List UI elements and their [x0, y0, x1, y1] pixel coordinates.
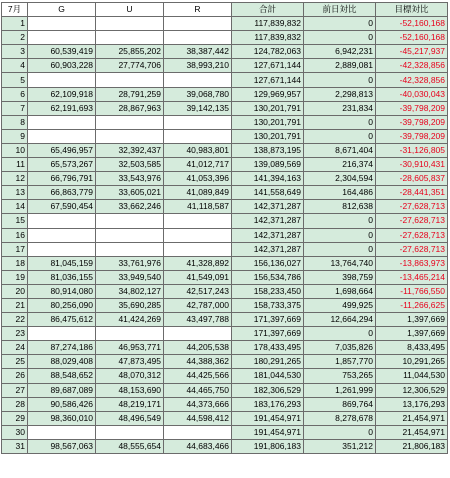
spreadsheet-table [1, 2, 448, 454]
cell-g[interactable] [28, 73, 96, 87]
cell-g[interactable] [28, 115, 96, 129]
cell-day-over-day[interactable]: 216,374 [304, 158, 376, 172]
cell-total[interactable]: 141,394,163 [232, 172, 304, 186]
cell-u[interactable]: 33,761,976 [96, 256, 164, 270]
cell-total[interactable]: 142,371,287 [232, 214, 304, 228]
table-row [2, 31, 448, 45]
cell-r[interactable]: 38,387,442 [164, 45, 232, 59]
table-row [2, 129, 448, 143]
cell-day[interactable]: 30 [2, 425, 28, 439]
cell-g[interactable]: 89,687,089 [28, 383, 96, 397]
cell-g[interactable]: 98,360,010 [28, 411, 96, 425]
cell-day[interactable]: 12 [2, 172, 28, 186]
cell-vs-target[interactable]: 13,176,293 [376, 397, 448, 411]
cell-day-over-day[interactable]: 8,671,404 [304, 143, 376, 157]
cell-r[interactable]: 43,497,788 [164, 313, 232, 327]
cell-r[interactable]: 39,068,780 [164, 87, 232, 101]
cell-day-over-day[interactable]: 1,857,770 [304, 355, 376, 369]
cell-r[interactable]: 44,598,412 [164, 411, 232, 425]
cell-r[interactable] [164, 115, 232, 129]
cell-r[interactable] [164, 17, 232, 31]
cell-total[interactable]: 171,397,669 [232, 313, 304, 327]
cell-g[interactable] [28, 214, 96, 228]
cell-u[interactable]: 27,774,706 [96, 59, 164, 73]
cell-u[interactable]: 48,555,654 [96, 439, 164, 453]
header-row [2, 3, 448, 17]
cell-total[interactable]: 156,534,786 [232, 270, 304, 284]
cell-r[interactable]: 44,205,538 [164, 341, 232, 355]
cell-u[interactable] [96, 17, 164, 31]
cell-day-over-day[interactable]: 0 [304, 242, 376, 256]
cell-day[interactable]: 17 [2, 242, 28, 256]
cell-day-over-day[interactable]: 0 [304, 228, 376, 242]
cell-day[interactable]: 19 [2, 270, 28, 284]
cell-total[interactable]: 142,371,287 [232, 228, 304, 242]
cell-vs-target[interactable]: -30,910,431 [376, 158, 448, 172]
cell-vs-target[interactable]: -11,766,550 [376, 284, 448, 298]
table-row [2, 313, 448, 327]
cell-r[interactable]: 44,373,666 [164, 397, 232, 411]
cell-vs-target[interactable]: -28,605,837 [376, 172, 448, 186]
cell-day[interactable]: 7 [2, 101, 28, 115]
cell-day-over-day[interactable]: 2,298,813 [304, 87, 376, 101]
cell-vs-target[interactable]: -27,628,713 [376, 200, 448, 214]
cell-vs-target[interactable]: 1,397,669 [376, 327, 448, 341]
cell-r[interactable] [164, 228, 232, 242]
cell-u[interactable]: 28,791,259 [96, 87, 164, 101]
cell-r[interactable] [164, 31, 232, 45]
cell-g[interactable]: 87,274,186 [28, 341, 96, 355]
cell-r[interactable]: 44,465,750 [164, 383, 232, 397]
cell-day-over-day[interactable]: 0 [304, 425, 376, 439]
table-row [2, 158, 448, 172]
cell-u[interactable] [96, 73, 164, 87]
cell-r[interactable] [164, 242, 232, 256]
cell-u[interactable] [96, 242, 164, 256]
cell-day-over-day[interactable]: 1,698,664 [304, 284, 376, 298]
table-row [2, 228, 448, 242]
cell-day[interactable]: 23 [2, 327, 28, 341]
cell-vs-target[interactable]: -27,628,713 [376, 228, 448, 242]
cell-u[interactable]: 35,690,285 [96, 298, 164, 312]
cell-r[interactable]: 41,549,091 [164, 270, 232, 284]
cell-vs-target[interactable]: -27,628,713 [376, 214, 448, 228]
cell-total[interactable]: 138,873,195 [232, 143, 304, 157]
cell-day-over-day[interactable]: 812,638 [304, 200, 376, 214]
cell-day-over-day[interactable]: 398,759 [304, 270, 376, 284]
cell-vs-target[interactable]: -42,328,856 [376, 59, 448, 73]
cell-total[interactable]: 142,371,287 [232, 242, 304, 256]
cell-u[interactable]: 48,219,171 [96, 397, 164, 411]
cell-vs-target[interactable]: -42,328,856 [376, 73, 448, 87]
table-row [2, 341, 448, 355]
cell-g[interactable]: 90,586,426 [28, 397, 96, 411]
header-cell-day-over-day[interactable]: 前日対比 [304, 3, 376, 17]
cell-day[interactable]: 18 [2, 256, 28, 270]
cell-g[interactable]: 67,590,454 [28, 200, 96, 214]
cell-r[interactable]: 40,983,801 [164, 143, 232, 157]
cell-u[interactable]: 33,605,021 [96, 186, 164, 200]
table-row [2, 143, 448, 157]
cell-day-over-day[interactable]: 753,265 [304, 369, 376, 383]
cell-day-over-day[interactable]: 869,764 [304, 397, 376, 411]
cell-r[interactable] [164, 73, 232, 87]
cell-day-over-day[interactable]: 0 [304, 327, 376, 341]
cell-u[interactable]: 32,503,585 [96, 158, 164, 172]
cell-day-over-day[interactable]: 0 [304, 214, 376, 228]
cell-total[interactable]: 117,839,832 [232, 17, 304, 31]
cell-vs-target[interactable]: 11,044,530 [376, 369, 448, 383]
cell-day-over-day[interactable]: 12,664,294 [304, 313, 376, 327]
table-row [2, 242, 448, 256]
cell-total[interactable]: 180,291,265 [232, 355, 304, 369]
cell-u[interactable] [96, 214, 164, 228]
cell-total[interactable]: 142,371,287 [232, 200, 304, 214]
cell-g[interactable]: 98,567,063 [28, 439, 96, 453]
table-row [2, 327, 448, 341]
table-row [2, 411, 448, 425]
cell-vs-target[interactable]: -40,030,043 [376, 87, 448, 101]
cell-day-over-day[interactable]: 164,486 [304, 186, 376, 200]
cell-r[interactable]: 44,388,362 [164, 355, 232, 369]
cell-total[interactable]: 139,089,569 [232, 158, 304, 172]
cell-r[interactable]: 41,118,587 [164, 200, 232, 214]
table-row [2, 172, 448, 186]
table-row [2, 355, 448, 369]
cell-u[interactable] [96, 425, 164, 439]
table-row [2, 45, 448, 59]
cell-u[interactable]: 48,070,312 [96, 369, 164, 383]
cell-day[interactable]: 16 [2, 228, 28, 242]
cell-r[interactable]: 41,053,396 [164, 172, 232, 186]
cell-vs-target[interactable]: -45,217,937 [376, 45, 448, 59]
cell-g[interactable]: 81,036,155 [28, 270, 96, 284]
cell-g[interactable] [28, 17, 96, 31]
cell-u[interactable]: 48,153,690 [96, 383, 164, 397]
cell-u[interactable]: 33,949,540 [96, 270, 164, 284]
header-cell-r[interactable]: R [164, 3, 232, 17]
cell-vs-target[interactable]: 21,454,971 [376, 411, 448, 425]
cell-u[interactable] [96, 115, 164, 129]
cell-g[interactable] [28, 129, 96, 143]
cell-vs-target[interactable]: -39,798,209 [376, 129, 448, 143]
cell-u[interactable]: 33,543,976 [96, 172, 164, 186]
cell-vs-target[interactable]: -39,798,209 [376, 101, 448, 115]
cell-day[interactable]: 11 [2, 158, 28, 172]
cell-day-over-day[interactable]: 0 [304, 115, 376, 129]
cell-r[interactable]: 44,683,466 [164, 439, 232, 453]
cell-g[interactable]: 66,796,791 [28, 172, 96, 186]
cell-total[interactable]: 124,782,063 [232, 45, 304, 59]
cell-g[interactable]: 60,903,228 [28, 59, 96, 73]
table-row [2, 115, 448, 129]
cell-r[interactable] [164, 327, 232, 341]
table-row [2, 214, 448, 228]
cell-vs-target[interactable]: -13,465,214 [376, 270, 448, 284]
cell-g[interactable]: 62,109,918 [28, 87, 96, 101]
table-row [2, 59, 448, 73]
cell-day-over-day[interactable]: 2,304,594 [304, 172, 376, 186]
cell-total[interactable]: 130,201,791 [232, 115, 304, 129]
cell-total[interactable]: 158,733,375 [232, 298, 304, 312]
cell-day[interactable]: 15 [2, 214, 28, 228]
cell-day[interactable]: 1 [2, 17, 28, 31]
cell-g[interactable]: 60,539,419 [28, 45, 96, 59]
cell-vs-target[interactable]: 10,291,265 [376, 355, 448, 369]
cell-day-over-day[interactable]: 7,035,826 [304, 341, 376, 355]
header-cell-vs-target[interactable]: 目標対比 [376, 3, 448, 17]
cell-day[interactable]: 9 [2, 129, 28, 143]
cell-g[interactable] [28, 31, 96, 45]
cell-u[interactable]: 46,953,771 [96, 341, 164, 355]
cell-total[interactable]: 191,454,971 [232, 425, 304, 439]
cell-day[interactable]: 5 [2, 73, 28, 87]
cell-total[interactable]: 182,306,529 [232, 383, 304, 397]
cell-day-over-day[interactable]: 2,889,081 [304, 59, 376, 73]
cell-g[interactable]: 88,029,408 [28, 355, 96, 369]
cell-total[interactable]: 178,433,495 [232, 341, 304, 355]
cell-g[interactable] [28, 242, 96, 256]
cell-vs-target[interactable]: -13,863,973 [376, 256, 448, 270]
cell-vs-target[interactable]: 1,397,669 [376, 313, 448, 327]
cell-day[interactable]: 29 [2, 411, 28, 425]
cell-u[interactable] [96, 228, 164, 242]
cell-g[interactable]: 81,045,159 [28, 256, 96, 270]
table-row [2, 17, 448, 31]
cell-g[interactable] [28, 327, 96, 341]
table-row [2, 439, 448, 453]
cell-day[interactable]: 13 [2, 186, 28, 200]
cell-total[interactable]: 171,397,669 [232, 327, 304, 341]
header-cell-month[interactable]: 7月 [2, 3, 28, 17]
cell-total[interactable]: 117,839,832 [232, 31, 304, 45]
cell-u[interactable]: 48,496,549 [96, 411, 164, 425]
cell-day-over-day[interactable]: 0 [304, 17, 376, 31]
cell-vs-target[interactable]: 12,306,529 [376, 383, 448, 397]
cell-day-over-day[interactable]: 0 [304, 73, 376, 87]
cell-r[interactable]: 38,993,210 [164, 59, 232, 73]
cell-day-over-day[interactable]: 231,834 [304, 101, 376, 115]
cell-day[interactable]: 25 [2, 355, 28, 369]
cell-day[interactable]: 27 [2, 383, 28, 397]
cell-total[interactable]: 141,558,649 [232, 186, 304, 200]
cell-u[interactable]: 33,662,246 [96, 200, 164, 214]
cell-u[interactable]: 41,424,269 [96, 313, 164, 327]
cell-vs-target[interactable]: 8,433,495 [376, 341, 448, 355]
cell-u[interactable]: 25,855,202 [96, 45, 164, 59]
cell-r[interactable]: 41,328,892 [164, 256, 232, 270]
cell-day-over-day[interactable]: 351,212 [304, 439, 376, 453]
cell-r[interactable]: 44,425,566 [164, 369, 232, 383]
cell-day[interactable]: 28 [2, 397, 28, 411]
cell-u[interactable] [96, 129, 164, 143]
cell-day[interactable]: 10 [2, 143, 28, 157]
cell-g[interactable]: 80,914,080 [28, 284, 96, 298]
cell-vs-target[interactable]: -52,160,168 [376, 31, 448, 45]
cell-g[interactable]: 65,573,267 [28, 158, 96, 172]
cell-day[interactable]: 21 [2, 298, 28, 312]
cell-u[interactable]: 32,392,437 [96, 143, 164, 157]
cell-total[interactable]: 158,233,450 [232, 284, 304, 298]
cell-vs-target[interactable]: -11,266,625 [376, 298, 448, 312]
cell-g[interactable]: 88,548,652 [28, 369, 96, 383]
cell-vs-target[interactable]: -27,628,713 [376, 242, 448, 256]
cell-r[interactable]: 41,012,717 [164, 158, 232, 172]
cell-day[interactable]: 2 [2, 31, 28, 45]
header-cell-g[interactable]: G [28, 3, 96, 17]
cell-day-over-day[interactable]: 0 [304, 129, 376, 143]
cell-u[interactable]: 28,867,963 [96, 101, 164, 115]
cell-r[interactable] [164, 214, 232, 228]
cell-total[interactable]: 183,176,293 [232, 397, 304, 411]
table-row [2, 425, 448, 439]
cell-vs-target[interactable]: 21,806,183 [376, 439, 448, 453]
cell-total[interactable]: 191,806,183 [232, 439, 304, 453]
cell-r[interactable] [164, 425, 232, 439]
cell-day[interactable]: 24 [2, 341, 28, 355]
cell-day[interactable]: 4 [2, 59, 28, 73]
cell-total[interactable]: 127,671,144 [232, 73, 304, 87]
cell-day[interactable]: 22 [2, 313, 28, 327]
cell-day-over-day[interactable]: 0 [304, 31, 376, 45]
table-row [2, 101, 448, 115]
cell-day-over-day[interactable]: 13,764,740 [304, 256, 376, 270]
cell-g[interactable]: 80,256,090 [28, 298, 96, 312]
cell-day-over-day[interactable]: 8,278,678 [304, 411, 376, 425]
cell-total[interactable]: 129,969,957 [232, 87, 304, 101]
cell-vs-target[interactable]: -28,441,351 [376, 186, 448, 200]
table-row [2, 298, 448, 312]
cell-day[interactable]: 31 [2, 439, 28, 453]
cell-day[interactable]: 26 [2, 369, 28, 383]
cell-r[interactable]: 42,517,243 [164, 284, 232, 298]
cell-total[interactable]: 156,136,027 [232, 256, 304, 270]
cell-day[interactable]: 6 [2, 87, 28, 101]
cell-u[interactable]: 47,873,495 [96, 355, 164, 369]
cell-g[interactable]: 65,496,957 [28, 143, 96, 157]
cell-day-over-day[interactable]: 6,942,231 [304, 45, 376, 59]
cell-day-over-day[interactable]: 1,261,999 [304, 383, 376, 397]
table-row [2, 256, 448, 270]
cell-vs-target[interactable]: -39,798,209 [376, 115, 448, 129]
table-row [2, 270, 448, 284]
cell-r[interactable]: 42,787,000 [164, 298, 232, 312]
table-row [2, 186, 448, 200]
cell-g[interactable]: 86,475,612 [28, 313, 96, 327]
cell-total[interactable]: 127,671,144 [232, 59, 304, 73]
cell-r[interactable] [164, 129, 232, 143]
cell-u[interactable]: 34,802,127 [96, 284, 164, 298]
cell-r[interactable]: 41,089,849 [164, 186, 232, 200]
table-row [2, 73, 448, 87]
header-cell-total[interactable]: 合計 [232, 3, 304, 17]
cell-total[interactable]: 191,454,971 [232, 411, 304, 425]
table-row [2, 369, 448, 383]
cell-u[interactable] [96, 327, 164, 341]
cell-vs-target[interactable]: 21,454,971 [376, 425, 448, 439]
cell-g[interactable] [28, 228, 96, 242]
cell-day[interactable]: 3 [2, 45, 28, 59]
table-row [2, 87, 448, 101]
cell-r[interactable]: 39,142,135 [164, 101, 232, 115]
cell-vs-target[interactable]: -52,160,168 [376, 17, 448, 31]
table-row [2, 200, 448, 214]
cell-total[interactable]: 130,201,791 [232, 101, 304, 115]
table-row [2, 397, 448, 411]
table-row [2, 383, 448, 397]
cell-g[interactable] [28, 425, 96, 439]
cell-day[interactable]: 8 [2, 115, 28, 129]
cell-u[interactable] [96, 31, 164, 45]
cell-vs-target[interactable]: -31,126,805 [376, 143, 448, 157]
header-cell-u[interactable]: U [96, 3, 164, 17]
table-row [2, 284, 448, 298]
cell-g[interactable]: 66,863,779 [28, 186, 96, 200]
cell-day[interactable]: 20 [2, 284, 28, 298]
cell-total[interactable]: 130,201,791 [232, 129, 304, 143]
cell-total[interactable]: 181,044,530 [232, 369, 304, 383]
cell-g[interactable]: 62,191,693 [28, 101, 96, 115]
cell-day[interactable]: 14 [2, 200, 28, 214]
cell-day-over-day[interactable]: 499,925 [304, 298, 376, 312]
